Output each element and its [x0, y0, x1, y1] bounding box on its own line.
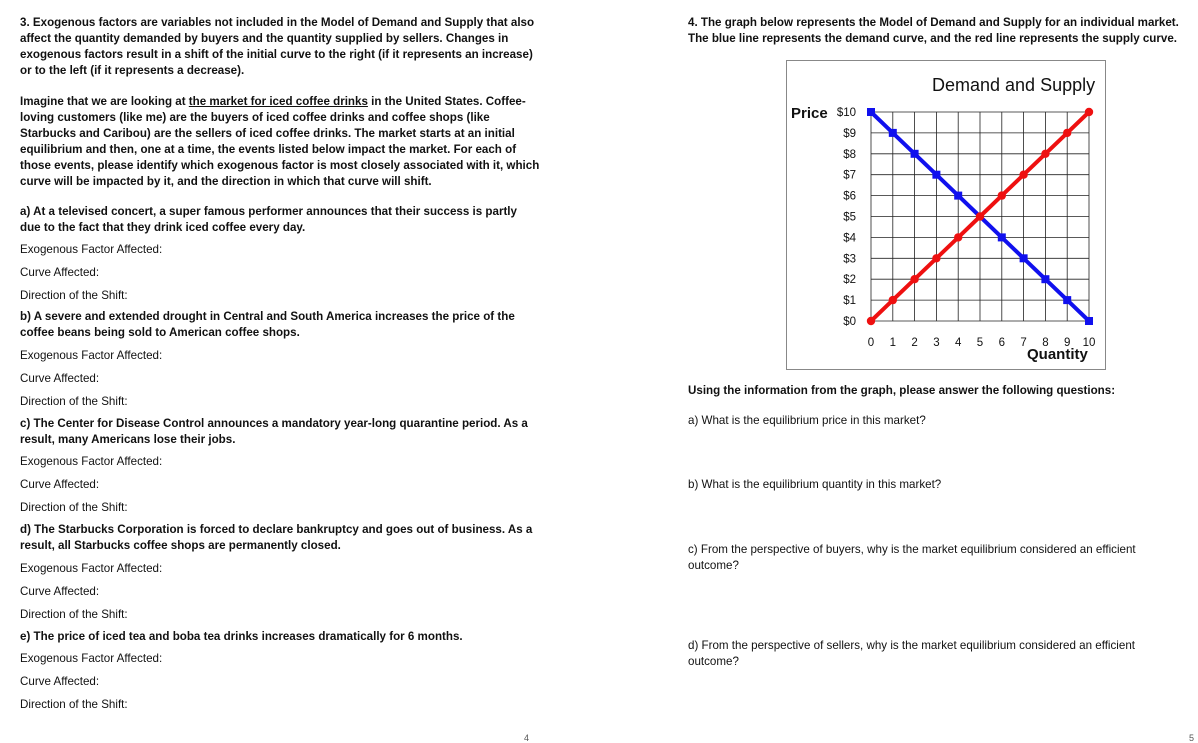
event-a-curve-label: Curve Affected: — [20, 266, 100, 279]
y-tick-label: $2 — [843, 274, 856, 287]
y-tick-label: $6 — [843, 190, 856, 203]
event-e: e) The price of iced tea and boba tea drinks increases dramatically for 6 months. — [20, 630, 463, 643]
question-4-intro: 4. The graph below represents the Model of Demand and Supply for an individual market. The blue line represents the demand curve, and the red line represents the supply curve. — [688, 16, 1179, 45]
scenario-paragraph — [20, 94, 540, 190]
demand-point — [932, 171, 940, 179]
event-d: d) The Starbucks Corporation is forced to declare bankruptcy and goes out of business. As a result, all Starbucks coffee shops are permanently closed. — [20, 523, 533, 552]
event-c-direction-label: Direction of the Shift: — [20, 501, 128, 514]
event-c: c) The Center for Disease Control announces a mandatory year-long quarantine period. As a result, many Americans lose their jobs. — [20, 417, 528, 446]
x-tick-label: 5 — [976, 337, 984, 349]
event-c-factor-label: Exogenous Factor Affected: — [20, 455, 163, 468]
x-tick-label: 0 — [867, 337, 875, 349]
event-a: a) At a televised concert, a super famous performer announces that their success is partly due to the fact that they drink iced coffee every day. — [20, 205, 517, 234]
supply-point — [1085, 108, 1093, 116]
page-mark-right: 5 — [1189, 733, 1195, 743]
event-b-factor-label: Exogenous Factor Affected: — [20, 349, 163, 362]
question-4a: a) What is the equilibrium price in this market? — [688, 414, 926, 427]
scenario-text-end: in the United States. Coffee-loving customers (like me) are the buyers of iced coffee drinks and coffee shops (like Starbucks and Caribou) are the sellers of iced coffee drinks. The market starts at an initial equilibrium and then, one at a time, the events listed below impact the market. For each of those events, please identify which exogenous factor is most closely associated with it, which curve will be impacted by it, and the direction in which that curve will shift. — [20, 95, 540, 188]
demand-point — [911, 150, 919, 158]
x-axis-label: Quantity — [1027, 346, 1088, 363]
supply-point — [932, 254, 940, 262]
supply-point — [976, 212, 984, 220]
y-tick-label: $10 — [836, 107, 856, 119]
supply-point — [867, 317, 875, 325]
event-d-factor-label: Exogenous Factor Affected: — [20, 562, 163, 575]
question-3-intro: 3. Exogenous factors are variables not included in the Model of Demand and Supply that also affect the quantity demanded by buyers and the quantity supplied by sellers. Changes in exogenous factors result in a shift of the initial curve to the right (if it represents an increase) or to the left (if it represents a decrease). — [20, 16, 535, 77]
x-tick-label: 4 — [954, 337, 962, 349]
y-tick-label: $7 — [843, 169, 856, 182]
event-b-curve-label: Curve Affected: — [20, 372, 100, 385]
scenario-text-start: Imagine that we are looking at — [20, 95, 189, 108]
page-mark-left: 4 — [524, 733, 530, 743]
event-a-factor-label: Exogenous Factor Affected: — [20, 243, 163, 256]
supply-point — [998, 191, 1006, 199]
supply-point — [910, 275, 918, 283]
demand-point — [1085, 317, 1093, 325]
demand-point — [1041, 275, 1049, 283]
event-d-direction-label: Direction of the Shift: — [20, 608, 128, 621]
supply-point — [1063, 129, 1071, 137]
demand-supply-chart — [786, 60, 1106, 370]
demand-point — [1020, 254, 1028, 262]
y-tick-label: $3 — [843, 253, 856, 266]
question-4b: b) What is the equilibrium quantity in this market? — [688, 478, 942, 491]
demand-point — [1063, 296, 1071, 304]
event-d-curve-label: Curve Affected: — [20, 585, 100, 598]
x-tick-label: 2 — [911, 337, 918, 349]
x-tick-label: 3 — [933, 337, 940, 349]
demand-point — [998, 233, 1006, 241]
y-axis-label: Price — [791, 105, 828, 122]
x-tick-label: 8 — [1042, 337, 1049, 349]
scenario-market-underlined: the market for iced coffee drinks — [188, 95, 368, 108]
supply-point — [954, 233, 962, 241]
event-e-factor-label: Exogenous Factor Affected: — [20, 652, 163, 665]
y-tick-label: $5 — [843, 211, 856, 224]
y-tick-label: $4 — [843, 232, 856, 245]
event-a-direction-label: Direction of the Shift: — [20, 289, 128, 302]
x-tick-label: 6 — [998, 337, 1006, 349]
question-4c: c) From the perspective of buyers, why is the market equilibrium considered an efficient outcome? — [688, 543, 1136, 572]
x-tick-label: 1 — [889, 337, 897, 349]
using-info-instruction: Using the information from the graph, please answer the following questions: — [688, 384, 1116, 397]
event-b-direction-label: Direction of the Shift: — [20, 395, 128, 408]
x-tick-label: 7 — [1020, 337, 1027, 349]
event-c-curve-label: Curve Affected: — [20, 478, 100, 491]
y-tick-label: $8 — [843, 148, 856, 161]
question-4d: d) From the perspective of sellers, why is the market equilibrium considered an efficient outcome? — [688, 639, 1135, 668]
supply-point — [1019, 171, 1027, 179]
y-tick-label: $1 — [843, 295, 856, 308]
event-e-direction-label: Direction of the Shift: — [20, 698, 128, 711]
demand-point — [889, 129, 897, 137]
demand-point — [867, 108, 875, 116]
supply-point — [1041, 150, 1049, 158]
y-tick-label: $9 — [843, 127, 856, 140]
y-tick-label: $0 — [843, 316, 856, 328]
event-b: b) A severe and extended drought in Central and South America increases the price of the coffee beans being sold to American coffee shops. — [20, 310, 515, 339]
event-e-curve-label: Curve Affected: — [20, 675, 100, 688]
x-tick-label: 10 — [1082, 337, 1096, 349]
chart-plot — [787, 61, 1105, 369]
chart-title: Demand and Supply — [932, 75, 1096, 95]
x-tick-label: 9 — [1063, 337, 1071, 349]
demand-point — [954, 192, 962, 200]
supply-point — [889, 296, 897, 304]
